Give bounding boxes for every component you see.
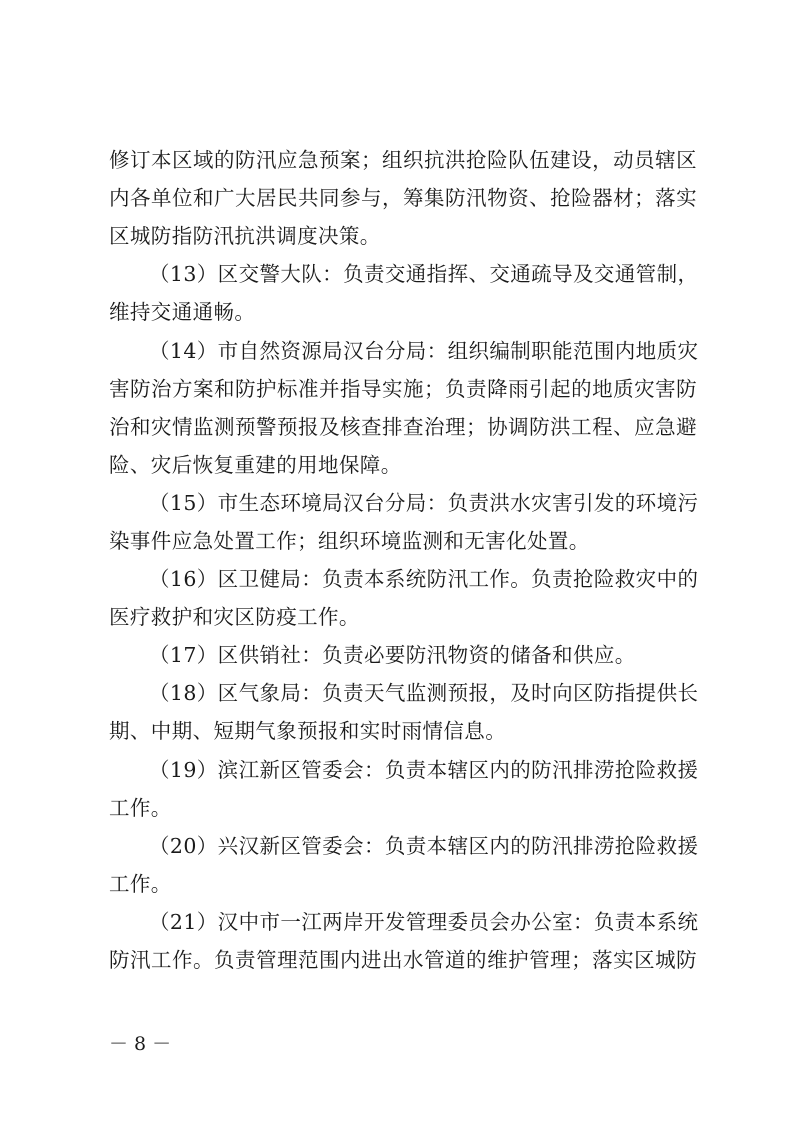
text-line: 区城防指防汛抗洪调度决策。	[109, 224, 381, 248]
text-line: 维持交通通畅。	[109, 300, 256, 324]
text-line: （13）区交警大队：负责交通指挥、交通疏导及交通管制，	[149, 262, 699, 286]
text-line: 治和灾情监测预警预报及核查排查治理；协调防洪工程、应急避	[109, 415, 697, 439]
text-line: （19）滨江新区管委会：负责本辖区内的防汛排涝抢险救援	[149, 758, 699, 782]
text-line: 修订本区域的防汛应急预案；组织抗洪抢险队伍建设，动员辖区	[109, 148, 697, 172]
text-line: 险、灾后恢复重建的用地保障。	[109, 453, 402, 477]
text-line: （16）区卫健局：负责本系统防汛工作。负责抢险救灾中的	[149, 567, 699, 591]
text-line: （18）区气象局：负责天气监测预报，及时向区防指提供长	[149, 681, 699, 705]
text-line: 害防治方案和防护标准并指导实施；负责降雨引起的地质灾害防	[109, 377, 697, 401]
text-line: 防汛工作。负责管理范围内进出水管道的维护管理；落实区城防	[109, 948, 697, 972]
text-line: （15）市生态环境局汉台分局：负责洪水灾害引发的环境污	[149, 491, 699, 515]
text-line: （17）区供销社：负责必要防汛物资的储备和供应。	[149, 643, 636, 667]
text-line: 工作。	[109, 872, 172, 896]
text-line: （14）市自然资源局汉台分局：组织编制职能范围内地质灾	[149, 339, 699, 363]
text-line: 内各单位和广大居民共同参与，筹集防汛物资、抢险器材；落实	[109, 186, 697, 210]
text-line: （21）汉中市一江两岸开发管理委员会办公室：负责本系统	[149, 910, 699, 934]
text-line: 工作。	[109, 796, 172, 820]
text-line: 期、中期、短期气象预报和实时雨情信息。	[109, 719, 507, 743]
text-line: 染事件应急处置工作；组织环境监测和无害化处置。	[109, 529, 590, 553]
text-line: （20）兴汉新区管委会：负责本辖区内的防汛排涝抢险救援	[149, 834, 699, 858]
page-number: － 8 －	[109, 1033, 172, 1055]
text-line: 医疗救护和灾区防疫工作。	[109, 605, 360, 629]
